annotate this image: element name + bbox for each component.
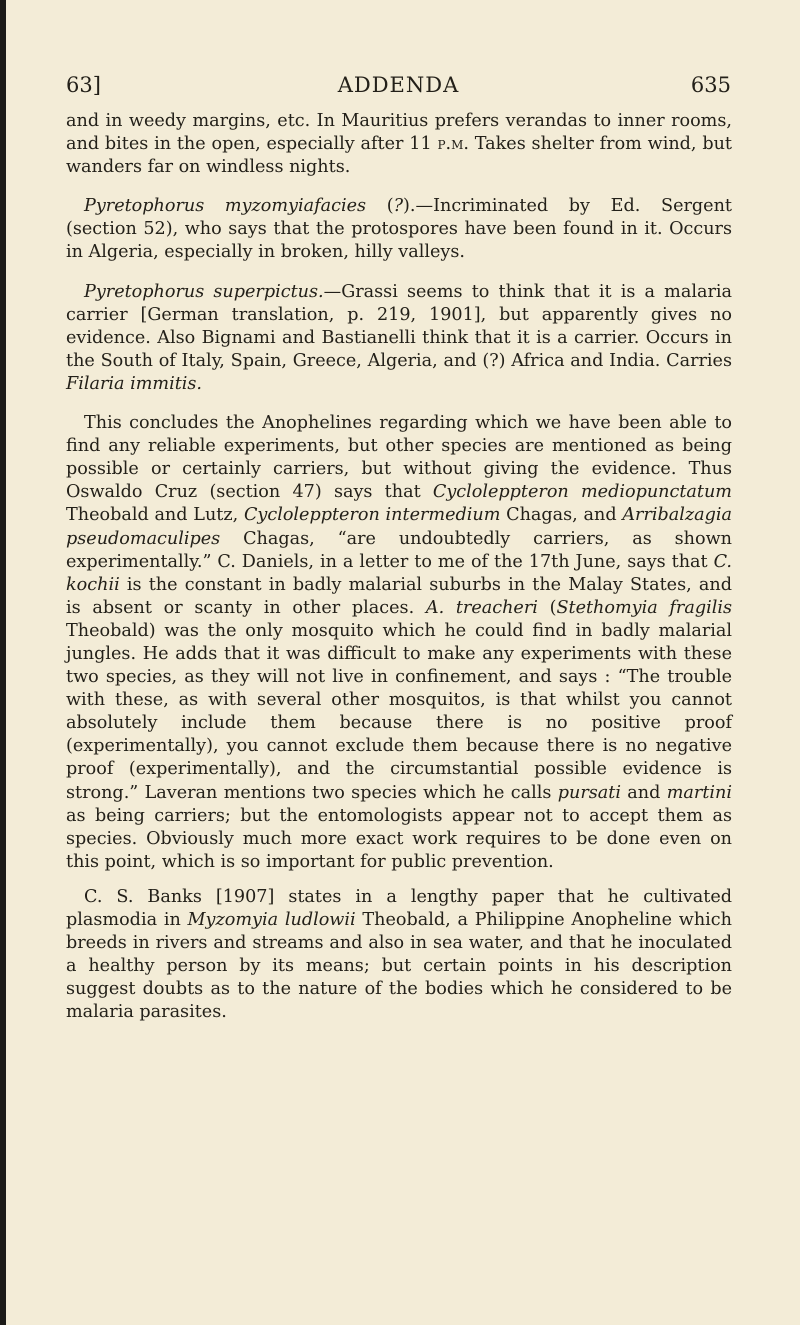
- text-segment: —Grassi seems to think that it is a malaria carrier [German translation, p. 219, 1901], but apparently gives no evidence. Also Bignami and Bastianelli think that it is a carrier. Occurs in the South of Italy, Spain, Greece, Algeria, and (?) Africa and India. Carries: [66, 281, 732, 371]
- text-segment: ?: [393, 196, 404, 217]
- text-segment: Cycloleppteron mediopunctatum: [432, 482, 732, 503]
- text-segment: This concludes the Anophelines regarding which we have been able to find any reliable experiments, but other species are mentioned as being possible or certainly carriers, but without giving the evidence. Thus Oswaldo Cruz (section 47) says that: [66, 413, 732, 503]
- text-segment: Cycloleppteron intermedium: [243, 505, 501, 526]
- paragraph-superpictus: [66, 281, 732, 396]
- text-segment: Chagas, and: [500, 505, 623, 526]
- text-segment: Theobald) was the only mosquito which he could find in badly malarial jungles. He adds that it was difficult to make any experiments with these two species, as they will not live in confinement, and says : “The trouble with these, as with several other mosquitos, is that whilst you cannot absolutely include them because there is no positive proof (experimentally), you cannot exclude them because there is no negative proof (experimentally), and the circumstantial possible evidence is strong.” Laveran mentions two species which he calls: [66, 620, 732, 803]
- paragraph-myzomyiafacies: [66, 195, 732, 264]
- text-segment: pursati: [557, 782, 621, 803]
- paragraph-anophelines-conclusion: [66, 412, 732, 874]
- text-segment: Theobald, a Philippine Anopheline which breeds in rivers and streams and also in sea water, and that he inoculated a healthy person by its means; but certain points in his description suggest doubts as to the nature of the bodies which he considered to be malaria parasites.: [66, 910, 732, 1023]
- page-edge: [0, 0, 6, 1325]
- text-segment: A. treacheri: [425, 597, 538, 618]
- body-text: [66, 110, 732, 1040]
- running-header: [66, 72, 731, 98]
- text-segment: Pyretophorus myzomyiafacies: [84, 196, 367, 217]
- text-segment: as being carriers; but the entomologists appear not to accept them as species. Obviously much more exact work requires to be done even on this point, which is so important for public prevention.: [66, 805, 732, 872]
- text-segment: (: [366, 196, 394, 217]
- text-segment: Stethomyia fragilis: [556, 597, 732, 618]
- text-segment: and in weedy margins, etc. In Mauritius prefers verandas to inner rooms, and bites in the open, especially after 11: [66, 111, 732, 155]
- text-segment: Myzomyia ludlowii: [187, 910, 356, 930]
- paragraph-banks: [66, 886, 732, 1025]
- text-segment: C. kochii: [66, 551, 732, 595]
- text-segment: Chagas, “are undoubtedly carriers, as shown experimentally.” C. Daniels, in a letter to me of the 17th June, says that: [66, 528, 732, 572]
- text-segment: Filaria immitis.: [66, 373, 203, 394]
- text-segment: (: [537, 597, 557, 618]
- text-segment: is the constant in badly malarial suburbs in the Malay States, and is absent or scanty in other places.: [66, 574, 732, 618]
- text-segment: and: [620, 782, 667, 803]
- paragraph-mauritius: [66, 110, 732, 179]
- text-segment: ).—Incriminated by Ed. Sergent (section 52), who says that the protospores have been found in it. Occurs in Algeria, especially in broken, hilly valleys.: [66, 196, 732, 263]
- text-segment: martini: [666, 782, 732, 803]
- header-title: ADDENDA: [337, 73, 460, 97]
- section-number: 63]: [66, 73, 101, 97]
- text-segment: Takes shelter from wind, but wanders far on windless nights.: [66, 134, 732, 178]
- text-segment: p.m.: [437, 134, 469, 155]
- text-segment: Theobald and Lutz,: [66, 505, 244, 526]
- text-segment: Arribalzagia pseudomaculipes: [66, 505, 732, 549]
- page-number: 635: [690, 73, 731, 97]
- text-segment: Pyretophorus superpictus.: [84, 281, 324, 302]
- text-segment: C. S. Banks [1907] states in a lengthy paper that he cultivated plasmodia in: [66, 886, 732, 930]
